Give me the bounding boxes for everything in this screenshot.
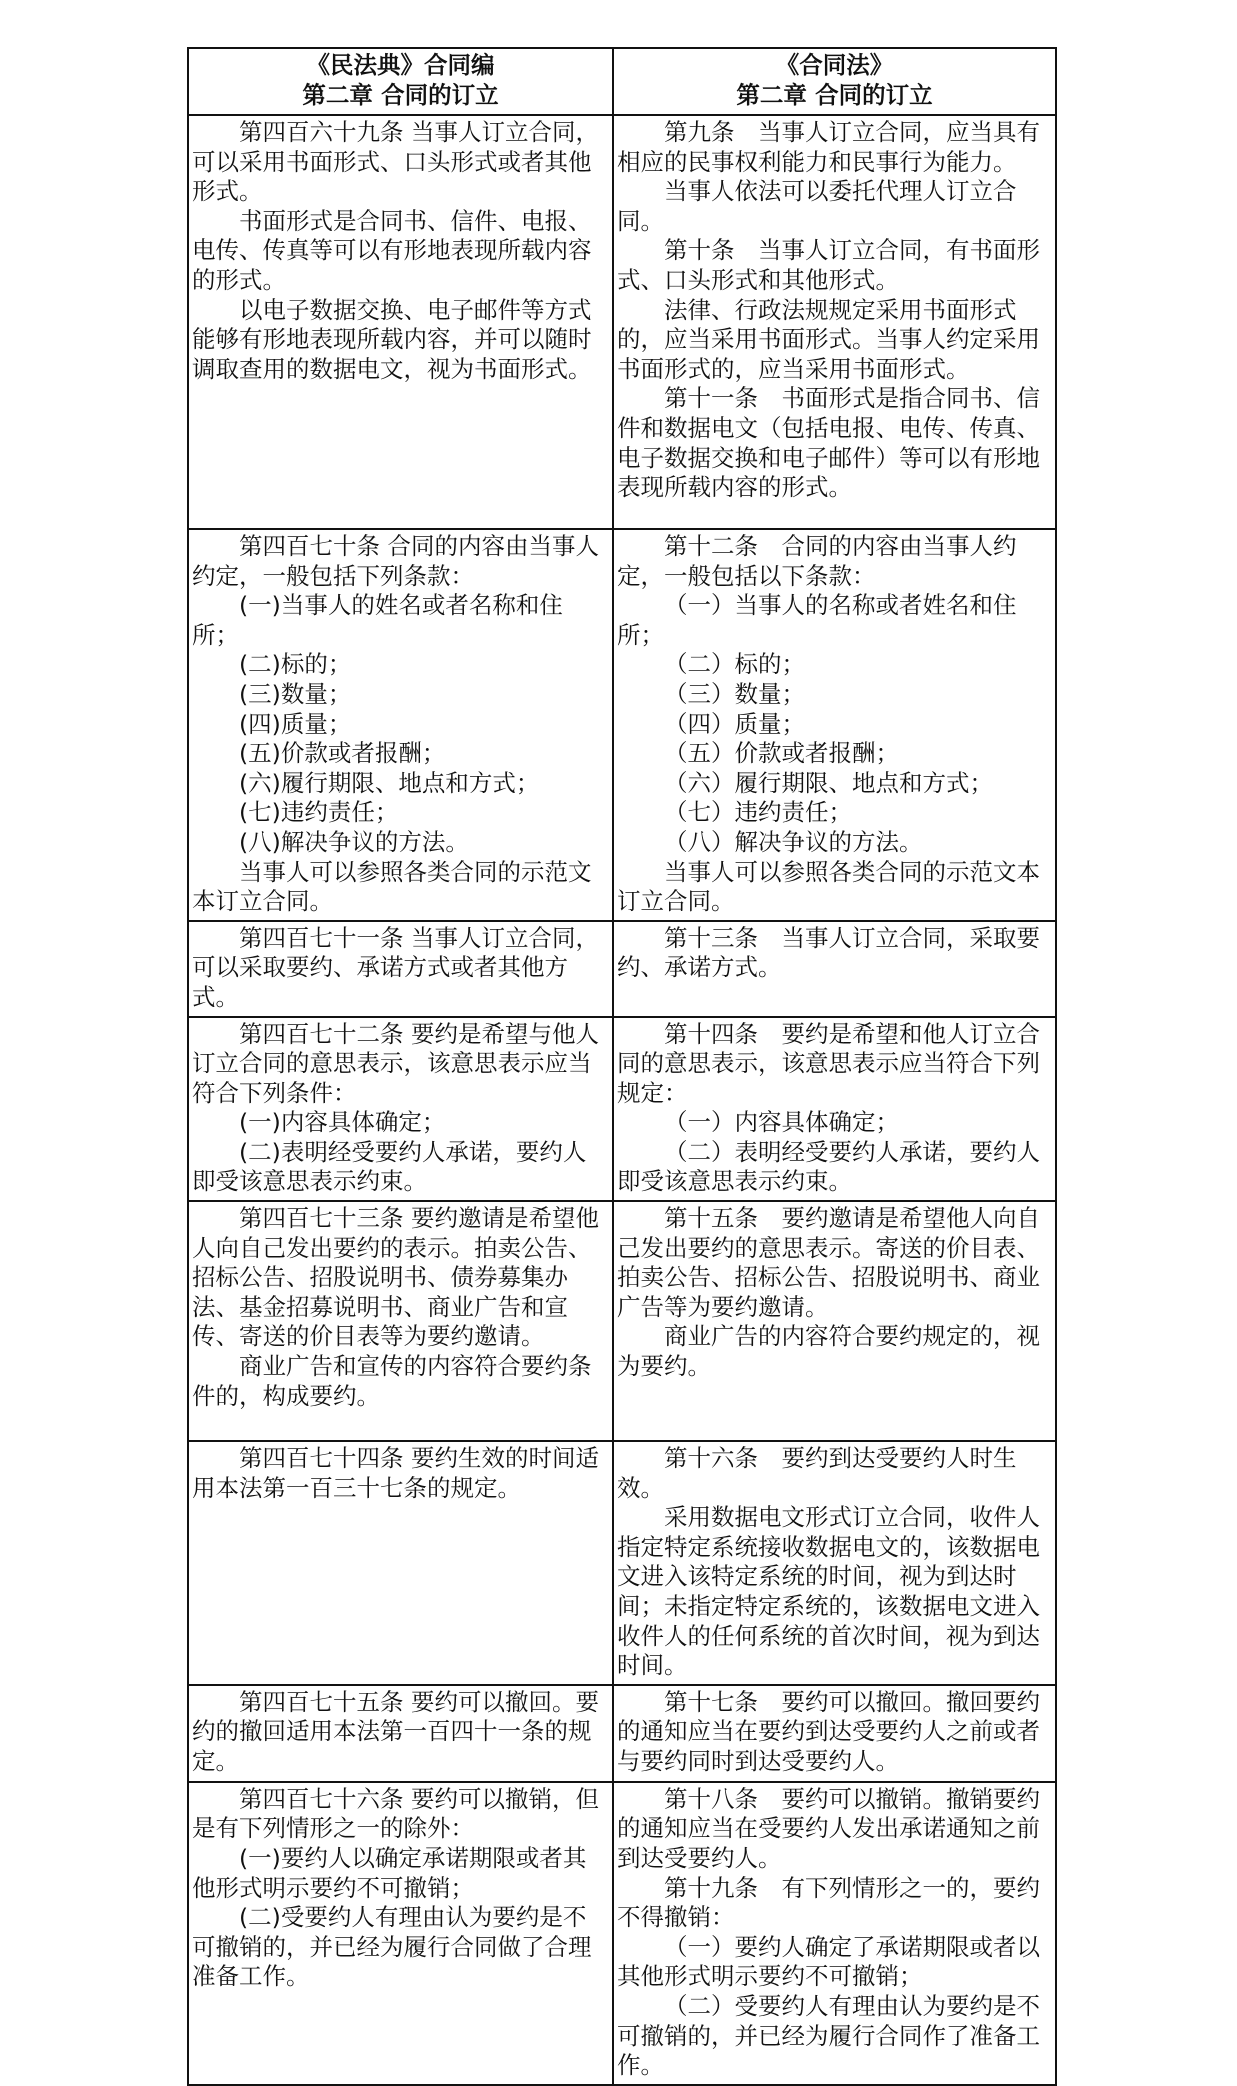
header-right-title: 《合同法》 bbox=[775, 51, 894, 79]
article-paragraph: 第九条 当事人订立合同，应当具有相应的民事权利能力和民事行为能力。 bbox=[617, 118, 1040, 176]
article-paragraph: 商业广告和宣传的内容符合要约条件的，构成要约。 bbox=[192, 1352, 592, 1410]
article-paragraph: 以电子数据交换、电子邮件等方式能够有形地表现所载内容，并可以随时调取查用的数据电文，视为书面形式。 bbox=[192, 295, 592, 383]
article-paragraph: 第四百七十条 合同的内容由当事人约定，一般包括下列条款： bbox=[192, 532, 599, 590]
contract-law-cell bbox=[613, 1201, 1056, 1441]
civil-code-cell bbox=[188, 1782, 613, 2085]
contract-law-cell bbox=[613, 1685, 1056, 1782]
article-paragraph: （一）内容具体确定； bbox=[664, 1108, 899, 1137]
article-paragraph: (三)数量； bbox=[239, 679, 352, 708]
article-paragraph: 第四百七十二条 要约是希望与他人订立合同的意思表示，该意思表示应当符合下列条件： bbox=[192, 1019, 599, 1107]
article-paragraph: 第四百七十六条 要约可以撤销，但是有下列情形之一的除外： bbox=[192, 1784, 599, 1843]
article-paragraph: 当事人依法可以委托代理人订立合同。 bbox=[617, 177, 1017, 235]
table-row bbox=[188, 1685, 1056, 1782]
article-paragraph: （一）当事人的名称或者姓名和住所； bbox=[617, 591, 1017, 649]
civil-code-cell bbox=[188, 529, 613, 921]
article-paragraph: (一)内容具体确定； bbox=[239, 1108, 446, 1137]
table-row bbox=[188, 1441, 1056, 1685]
article-paragraph: 第十八条 要约可以撤销。撤销要约的通知应当在受要约人发出承诺通知之前到达受要约人。 bbox=[617, 1784, 1040, 1872]
civil-code-cell bbox=[188, 1017, 613, 1202]
table-row bbox=[188, 921, 1056, 1017]
header-right bbox=[613, 48, 1056, 115]
article-paragraph: （八）解决争议的方法。 bbox=[664, 827, 923, 856]
article-paragraph: 第十三条 当事人订立合同，采取要约、承诺方式。 bbox=[617, 923, 1040, 982]
contract-law-cell bbox=[613, 115, 1056, 529]
contract-law-cell bbox=[613, 921, 1056, 1017]
article-paragraph: 第四百六十九条 当事人订立合同，可以采用书面形式、口头形式或者其他形式。 bbox=[192, 118, 599, 206]
article-paragraph: （三）数量； bbox=[664, 679, 805, 708]
article-paragraph: 当事人可以参照各类合同的示范文本订立合同。 bbox=[617, 857, 1040, 916]
article-paragraph: （五）价款或者报酬； bbox=[664, 739, 899, 768]
article-paragraph: 第四百七十一条 当事人订立合同，可以采取要约、承诺方式或者其他方式。 bbox=[192, 923, 599, 1011]
civil-code-cell bbox=[188, 921, 613, 1017]
table-row bbox=[188, 1782, 1056, 2085]
contract-law-cell bbox=[613, 1782, 1056, 2085]
article-paragraph: (四)质量； bbox=[239, 709, 352, 738]
article-paragraph: 书面形式是合同书、信件、电报、电传、传真等可以有形地表现所载内容的形式。 bbox=[192, 206, 592, 294]
table-row bbox=[188, 529, 1056, 921]
header-left bbox=[188, 48, 613, 115]
article-paragraph: (五)价款或者报酬； bbox=[239, 739, 446, 768]
article-paragraph: (二)标的； bbox=[239, 650, 352, 679]
article-paragraph: 第十五条 要约邀请是希望他人向自己发出要约的意思表示。寄送的价目表、拍卖公告、招标公告、招股说明书、商业广告等为要约邀请。 bbox=[617, 1204, 1040, 1321]
table-body bbox=[188, 115, 1056, 2085]
article-paragraph: 第四百七十五条 要约可以撤回。要约的撤回适用本法第一百四十一条的规定。 bbox=[192, 1687, 599, 1775]
civil-code-cell bbox=[188, 115, 613, 529]
article-paragraph: (六)履行期限、地点和方式； bbox=[239, 768, 540, 797]
article-paragraph: 第四百七十四条 要约生效的时间适用本法第一百三十七条的规定。 bbox=[192, 1444, 599, 1502]
article-paragraph: 第十四条 要约是希望和他人订立合同的意思表示，该意思表示应当符合下列规定： bbox=[617, 1019, 1040, 1107]
article-paragraph: 第十条 当事人订立合同，有书面形式、口头形式和其他形式。 bbox=[617, 236, 1040, 294]
contract-law-cell bbox=[613, 1441, 1056, 1685]
article-paragraph: 第十二条 合同的内容由当事人约定，一般包括以下条款： bbox=[617, 532, 1017, 590]
article-paragraph: 法律、行政法规规定采用书面形式的，应当采用书面形式。当事人约定采用书面形式的，应当采用书面形式。 bbox=[617, 295, 1040, 383]
contract-law-cell bbox=[613, 529, 1056, 921]
table-row bbox=[188, 1017, 1056, 1202]
article-paragraph: (七)违约责任； bbox=[239, 798, 399, 827]
comparison-table bbox=[187, 47, 1057, 2086]
article-paragraph: （七）违约责任； bbox=[664, 798, 852, 827]
article-paragraph: （二）表明经受要约人承诺，要约人即受该意思表示约束。 bbox=[617, 1137, 1040, 1196]
article-paragraph: (八)解决争议的方法。 bbox=[239, 827, 469, 856]
header-left-subtitle: 第二章 合同的订立 bbox=[302, 80, 499, 109]
contract-law-cell bbox=[613, 1017, 1056, 1202]
article-paragraph: （四）质量； bbox=[664, 709, 805, 738]
article-paragraph: 第十一条 书面形式是指合同书、信件和数据电文（包括电报、电传、传真、电子数据交换和电子邮件）等可以有形地表现所载内容的形式。 bbox=[617, 384, 1040, 502]
header-left-title: 《民法典》合同编 bbox=[306, 51, 495, 79]
article-paragraph: (二)受要约人有理由认为要约是不可撤销的，并已经为履行合同做了合理准备工作。 bbox=[192, 1903, 592, 1991]
article-paragraph: （一）要约人确定了承诺期限或者以其他形式明示要约不可撤销； bbox=[617, 1932, 1040, 1991]
header-row bbox=[188, 48, 1056, 115]
article-paragraph: (二)表明经受要约人承诺，要约人即受该意思表示约束。 bbox=[192, 1137, 587, 1196]
civil-code-cell bbox=[188, 1201, 613, 1441]
article-paragraph: 第四百七十三条 要约邀请是希望他人向自己发出要约的表示。拍卖公告、招标公告、招股说明书、债券募集办法、基金招募说明书、商业广告和宣传、寄送的价目表等为要约邀请。 bbox=[192, 1204, 599, 1351]
article-paragraph: （二）受要约人有理由认为要约是不可撤销的，并已经为履行合同作了准备工作。 bbox=[617, 1991, 1040, 2080]
article-paragraph: 第十六条 要约到达受要约人时生效。 bbox=[617, 1444, 1017, 1502]
article-paragraph: 采用数据电文形式订立合同，收件人指定特定系统接收数据电文的，该数据电文进入该特定系统的时间，视为到达时间；未指定特定系统的，该数据电文进入收件人的任何系统的首次时间，视为到达时间。 bbox=[617, 1503, 1040, 1680]
article-paragraph: (一)当事人的姓名或者名称和住所； bbox=[192, 591, 563, 649]
header-right-subtitle: 第二章 合同的订立 bbox=[736, 80, 933, 109]
article-paragraph: （六）履行期限、地点和方式； bbox=[664, 768, 993, 797]
article-paragraph: 第十九条 有下列情形之一的，要约不得撤销： bbox=[617, 1873, 1040, 1932]
article-paragraph: (一)要约人以确定承诺期限或者其他形式明示要约不可撤销； bbox=[192, 1844, 587, 1902]
table-row bbox=[188, 115, 1056, 529]
article-paragraph: （二）标的； bbox=[664, 650, 805, 679]
civil-code-cell bbox=[188, 1685, 613, 1782]
table-row bbox=[188, 1201, 1056, 1441]
article-paragraph: 商业广告的内容符合要约规定的，视为要约。 bbox=[617, 1322, 1040, 1381]
article-paragraph: 当事人可以参照各类合同的示范文本订立合同。 bbox=[192, 857, 592, 916]
civil-code-cell bbox=[188, 1441, 613, 1685]
article-paragraph: 第十七条 要约可以撤回。撤回要约的通知应当在要约到达受要约人之前或者与要约同时到达受要约人。 bbox=[617, 1687, 1040, 1775]
